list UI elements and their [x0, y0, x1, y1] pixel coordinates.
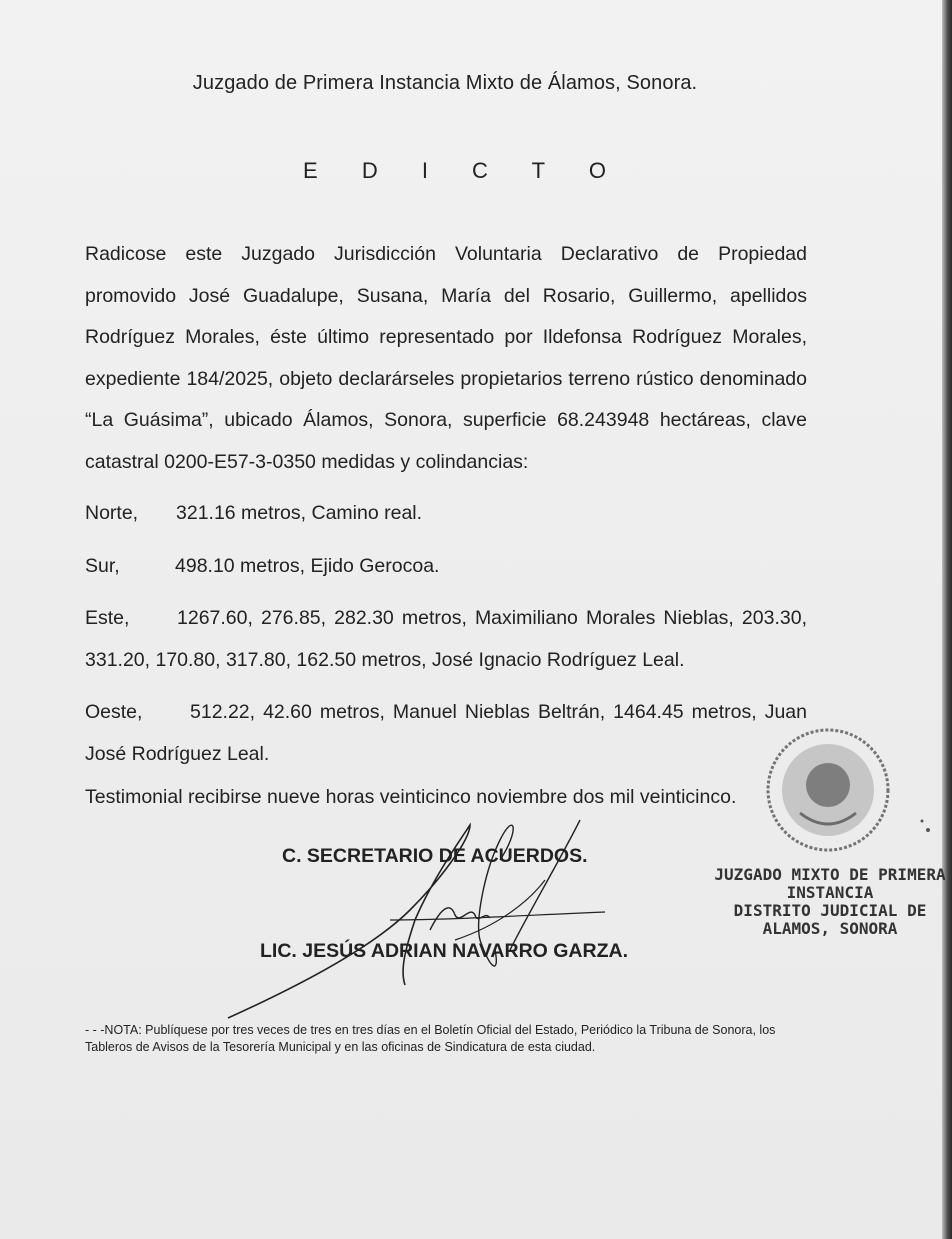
page-edge-shadow: [942, 0, 952, 1239]
testimonial-text: Testimonial recibirse nueve horas veinticinco noviembre dos mil veinticinco.: [85, 786, 737, 808]
boundary-text: 1267.60, 276.85, 282.30 metros, Maximiliano Morales Nieblas, 203.30, 331.20, 170.80, 317.80, 162.50 metros, José Ignacio Rodríguez Leal.: [85, 607, 807, 671]
boundary-direction: Norte,: [85, 502, 139, 524]
boundary-text: 512.22, 42.60 metros, Manuel Nieblas Beltrán, 1464.45 metros, Juan José Rodríguez Leal.: [85, 701, 807, 765]
boundary-direction: Este,: [85, 607, 130, 629]
secretary-title: C. SECRETARIO DE ACUERDOS.: [282, 845, 588, 867]
seal-line-4: ALAMOS, SONORA: [762, 919, 898, 938]
boundary-direction: Oeste,: [85, 701, 143, 723]
court-header: Juzgado de Primera Instancia Mixto de Álamos, Sonora.: [192, 72, 698, 94]
court-seal-text: [710, 866, 950, 938]
boundary-sur: [85, 546, 807, 588]
secretary-name: LIC. JESÚS ADRIAN NAVARRO GARZA.: [260, 940, 628, 962]
boundary-este: [85, 598, 807, 681]
handwritten-signature: [200, 800, 640, 1030]
boundary-oeste: [85, 692, 807, 775]
boundary-norte: [85, 493, 807, 535]
document-title: E D I C T O: [303, 158, 625, 183]
boundary-text: 498.10 metros, Ejido Gerocoa.: [175, 555, 440, 577]
seal-line-3: DISTRITO JUDICIAL DE: [733, 901, 927, 920]
seal-line-1: JUZGADO MIXTO DE PRIMERA: [714, 865, 946, 884]
seal-line-2: INSTANCIA: [786, 883, 874, 902]
boundary-text: 321.16 metros, Camino real.: [176, 502, 423, 524]
publication-note: - - -NOTA: Publíquese por tres veces de tres en tres días en el Boletín Oficial del Estado, Periódico la Tribuna de Sonora, los Tableros de Avisos de la Tesorería Municipal y en las oficinas de Sindicatura de esta ciudad.: [85, 1023, 776, 1054]
edict-body: Radicose este Juzgado Jurisdicción Voluntaria Declarativo de Propiedad promovido José Guadalupe, Susana, María del Rosario, Guillermo, apellidos Rodríguez Morales, éste último representado por Ildefonsa Rodríguez Morales, expediente 184/2025, objeto declarárseles propietarios terreno rústico denominado “La Guásima”, ubicado Álamos, Sonora, superficie 68.243948 hectáreas, clave catastral 0200-E57-3-0350 medidas y colindancias:: [85, 243, 807, 473]
boundary-direction: Sur,: [85, 555, 120, 577]
